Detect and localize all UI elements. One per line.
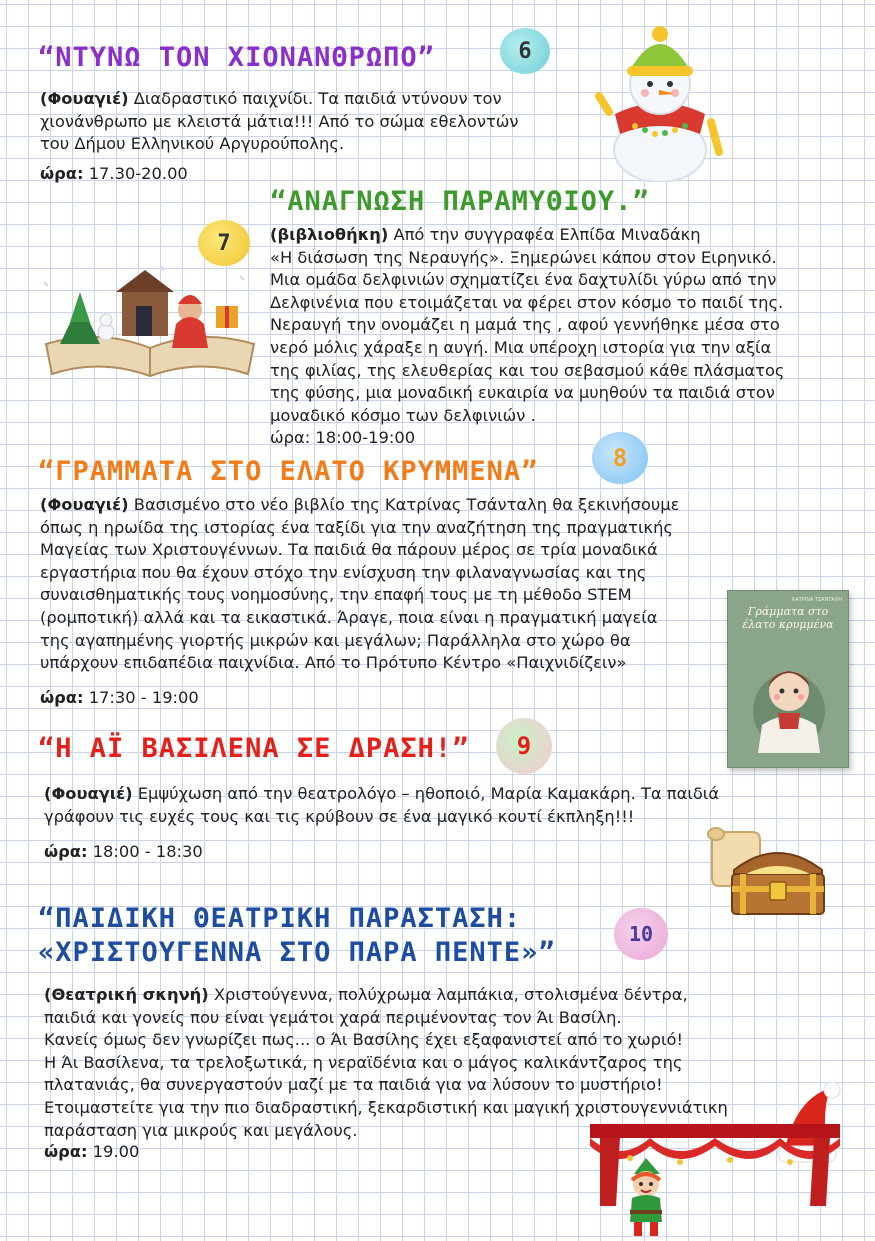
treasure-chest-icon (726, 836, 830, 918)
section-10-line: Ετοιμαστείτε για την πιο διαδραστική, ξεκαρδιστική και μαγική χριστουγεννιάτικη (44, 1097, 728, 1117)
section-10-line: πλατανιάς, θα συνεργαστούν μαζί με τα παιδιά για να λύσουν το μυστήριο! (44, 1075, 663, 1095)
book-author: ΚΑΤΡΙΝΑ ΤΣΑΝΤΑΛΗ (791, 597, 842, 603)
section-8-line: της αγαπημένης γιορτής μικρών και μεγάλων; Παράλληλα στο χώρο θα (40, 630, 631, 650)
section-8-line: υπάρχουν επιδαπέδια παιχνίδια. Από το Πρότυπο Κέντρο «Παιχνιδίζειν» (40, 653, 627, 673)
elf-icon (616, 1158, 676, 1240)
section-6-title: “ΝΤΥΝΩ ΤΟΝ ΧΙΟΝΑΝΘΡΩΠΟ” (38, 42, 435, 73)
section-10-line: Χριστούγεννα, πολύχρωμα λαμπάκια, στολισμένα δέντρα, (208, 985, 688, 1004)
section-6-time: ώρα: 17.30-20.00 (40, 164, 188, 183)
number-badge-9: 9 (496, 718, 552, 774)
section-7-time: ώρα: 18:00-19:00 (270, 428, 416, 448)
section-10-line: παιδιά και γονείς που είναι γεμάτοι χαρά περιμένοντας τον Άι Βασίλη. (44, 1007, 622, 1027)
section-7-line: «Η διάσωση της Νεραυγής». Ξημερώνει κάπου στον Ειρηνικό. (270, 247, 777, 267)
section-10-line: παράσταση για μικρούς και μεγάλους. (44, 1120, 358, 1140)
section-8-line: Βασισμένο στο νέο βιβλίο της Κατρίνας Τσάνταλη θα ξεκινήσουμε (128, 495, 680, 514)
number-badge-6: 6 (500, 28, 550, 74)
section-7-line: Από την συγγραφέα Ελπίδα Μιναδάκη (388, 225, 701, 244)
number-badge-8: 8 (592, 432, 648, 484)
section-6-line: του Δήμου Ελληνικού Αργυρούπολης. (40, 134, 345, 154)
section-7-line: της φιλίας, της ελευθερίας και του σεβασμού κάθε πλάσματος (270, 360, 785, 380)
section-10-title-line-1: “ΠΑΙΔΙΚΗ ΘΕΑΤΡΙΚΗ ΠΑΡΑΣΤΑΣΗ: (38, 903, 522, 934)
book-title: Γράμματα στο έλατο κρυμμένα (742, 605, 834, 631)
section-9-line: γράφουν τις ευχές τους και τις κρύβουν σε ένα μαγικό κουτί έκπληξη!!! (44, 806, 635, 826)
section-6-place: (Φουαγιέ) (40, 89, 129, 108)
section-8-body (40, 494, 679, 675)
section-10-place: (Θεατρική σκηνή) (44, 985, 209, 1004)
section-10-line: Κανείς όμως δεν γνωρίζει πως... ο Άι Βασίλης έχει εξαφανιστεί από το χωριό! (44, 1030, 683, 1050)
section-7-line: νερό μόλις χάραξε η αυγή. Μια υπέροχη ιστορία για την αξία (270, 337, 772, 357)
section-6-line: χιονάνθρωπο με κλειστά μάτια!!! Από το σώμα εθελοντών (40, 111, 519, 131)
section-10-line: Η Άι Βασίλενα, τα τρελοξωτικά, η νεραϊδένια και ο μάγος καλικάντζαρος της (44, 1052, 683, 1072)
section-8-place: (Φουαγιέ) (40, 495, 129, 514)
section-9-line: Εμψύχωση από την θεατρολόγο – ηθοποιό, Μαρία Καμακάρη. Τα παιδιά (132, 784, 720, 803)
section-6-line: Διαδραστικό παιχνίδι. Τα παιδιά ντύνουν τον (128, 89, 502, 108)
number-badge-7: 7 (198, 220, 250, 266)
section-9-place: (Φουαγιέ) (44, 784, 133, 803)
section-7-line: της φύσης, μια μοναδική ευκαιρία να μυηθούν τα παιδιά στον (270, 383, 775, 403)
section-7-line: Δελφινένια που ετοιμάζεται να φέρει στον κόσμο το παιδί της. (270, 292, 784, 312)
section-10-time: ώρα: 19.00 (44, 1142, 140, 1161)
section-8-line: (ρομποτική) αλλά και τα εικαστικά. Άραγε, ποια είναι η πραγματική μαγεία (40, 607, 658, 627)
section-8-title: “ΓΡΑΜΜΑΤΑ ΣΤΟ ΕΛΑΤΟ ΚΡΥΜΜΕΝΑ” (38, 456, 539, 487)
section-8-line: συναισθηματικής τους νοημοσύνης, την επαφή τους με τη μέθοδο STEM (40, 585, 632, 605)
number-badge-10: 10 (614, 908, 668, 960)
section-10-title-line-2: «ΧΡΙΣΤΟΥΓΕΝΝΑ ΣΤΟ ΠΑΡΑ ΠΕΝΤΕ»” (38, 937, 556, 968)
section-6-body (40, 88, 518, 156)
snowman-icon (595, 22, 725, 182)
section-7-line: μοναδικό κόσμο των δελφινιών . (270, 405, 536, 425)
section-7-line: Μια ομάδα δελφινιών σχηματίζει ένα δαχτυλίδι γύρω από την (270, 270, 777, 290)
section-9-title: “Η ΑΪ ΒΑΣΙΛΕΝΑ ΣΕ ΔΡΑΣΗ!” (38, 733, 470, 764)
section-7-place: (βιβλιοθήκη) (270, 225, 389, 244)
section-9-time: ώρα: 18:00 - 18:30 (44, 842, 203, 861)
section-7-body (270, 224, 784, 450)
christmas-book-icon (40, 262, 260, 380)
section-8-line: όπως η ηρωίδα της ιστορίας ένα ταξίδι για την αναζήτηση της πραγματικής (40, 517, 673, 537)
section-8-time: ώρα: 17:30 - 19:00 (40, 688, 199, 707)
book-cover-icon (727, 590, 849, 768)
section-7-line: Νεραυγή την ονομάζει η μαμά της , αφού γεννήθηκε μέσα στο (270, 315, 780, 335)
section-10-body (44, 984, 728, 1142)
section-8-line: εργαστήρια που θα έχουν στόχο την ενίσχυση την φιλαναγνωσίας και της (40, 562, 647, 582)
section-7-title: “ΑΝΑΓΝΩΣΗ ΠΑΡΑΜΥΘΙΟΥ.” (270, 186, 650, 217)
section-9-body (44, 783, 719, 828)
section-8-line: Μαγείας των Χριστουγέννων. Τα παιδιά θα πάρουν μέρος σε τρία μοναδικά (40, 540, 658, 560)
